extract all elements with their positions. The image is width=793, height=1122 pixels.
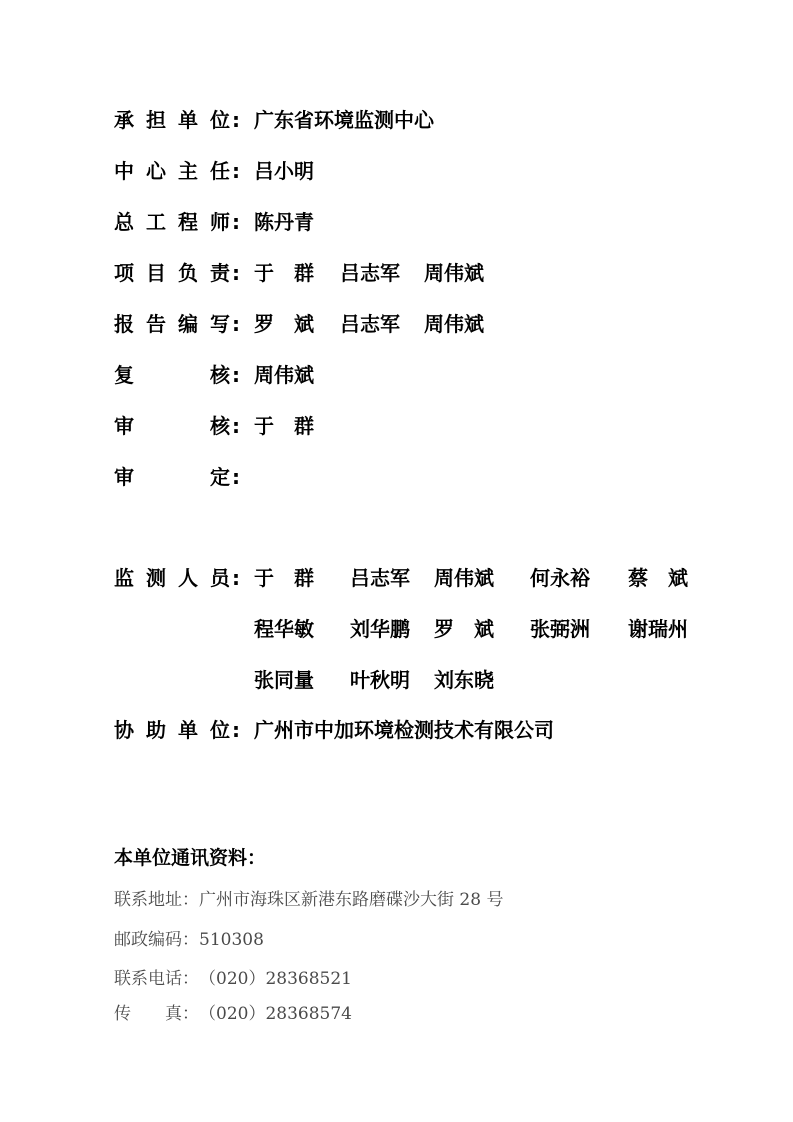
monitoring-staff-name: 蔡 斌	[628, 566, 688, 590]
undertaking-unit-label: 承 担 单 位 :	[114, 108, 240, 132]
contact-fax: （020）28368574	[199, 1004, 352, 1024]
contact-title: 本单位通讯资料：	[114, 847, 267, 869]
monitoring-staff-name: 何永裕	[530, 566, 590, 590]
monitoring-staff-name: 张同量	[254, 668, 314, 692]
contact-phone-label: 联系电话：	[114, 969, 199, 989]
project-lead-name: 吕志军	[340, 261, 400, 285]
contact-postcode-line	[114, 927, 264, 953]
monitoring-staff-name: 刘东晓	[434, 668, 494, 692]
contact-postcode-label: 邮政编码：	[114, 930, 199, 950]
monitoring-staff-name: 刘华鹏	[350, 617, 410, 641]
contact-phone-line	[114, 966, 352, 992]
contact-phone: （020）28368521	[199, 969, 352, 989]
approver-label: 审 定 :	[114, 465, 240, 489]
report-writer-name: 吕志军	[340, 312, 400, 336]
auditor-label: 审 核 :	[114, 414, 240, 438]
contact-address: 广州市海珠区新港东路磨碟沙大街 28 号	[199, 890, 504, 910]
chief-engineer-value: 陈丹青	[254, 210, 314, 234]
contact-postcode: 510308	[199, 930, 264, 950]
auditor-value: 于 群	[254, 414, 314, 438]
monitoring-staff-name: 叶秋明	[350, 668, 410, 692]
assisting-unit-value: 广州市中加环境检测技术有限公司	[254, 718, 554, 742]
monitoring-staff-name: 谢瑞州	[628, 617, 688, 641]
monitoring-staff-name: 张弼洲	[530, 617, 590, 641]
monitoring-staff-name: 吕志军	[350, 566, 410, 590]
center-director-value: 吕小明	[254, 159, 314, 183]
center-director-label: 中 心 主 任 :	[114, 159, 240, 183]
assisting-unit-label: 协 助 单 位 :	[114, 718, 240, 742]
report-writer-label: 报 告 编 写 :	[114, 312, 240, 336]
reviewer-label: 复 核 :	[114, 363, 240, 387]
monitoring-staff-name: 于 群	[254, 566, 314, 590]
report-writer-name: 周伟斌	[424, 312, 484, 336]
monitoring-staff-label: 监 测 人 员 :	[114, 566, 240, 590]
project-lead-name: 于 群	[254, 261, 314, 285]
contact-fax-line	[114, 1001, 352, 1027]
contact-address-line	[114, 887, 503, 913]
undertaking-unit-value: 广东省环境监测中心	[254, 108, 434, 132]
project-lead-label: 项 目 负 责 :	[114, 261, 240, 285]
contact-address-label: 联系地址：	[114, 890, 199, 910]
reviewer-value: 周伟斌	[254, 363, 314, 387]
monitoring-staff-name: 罗 斌	[434, 617, 494, 641]
project-lead-name: 周伟斌	[424, 261, 484, 285]
monitoring-staff-name: 程华敏	[254, 617, 314, 641]
monitoring-staff-name: 周伟斌	[434, 566, 494, 590]
contact-fax-label: 传 真：	[114, 1004, 199, 1024]
report-writer-name: 罗 斌	[254, 312, 314, 336]
chief-engineer-label: 总 工 程 师 :	[114, 210, 240, 234]
